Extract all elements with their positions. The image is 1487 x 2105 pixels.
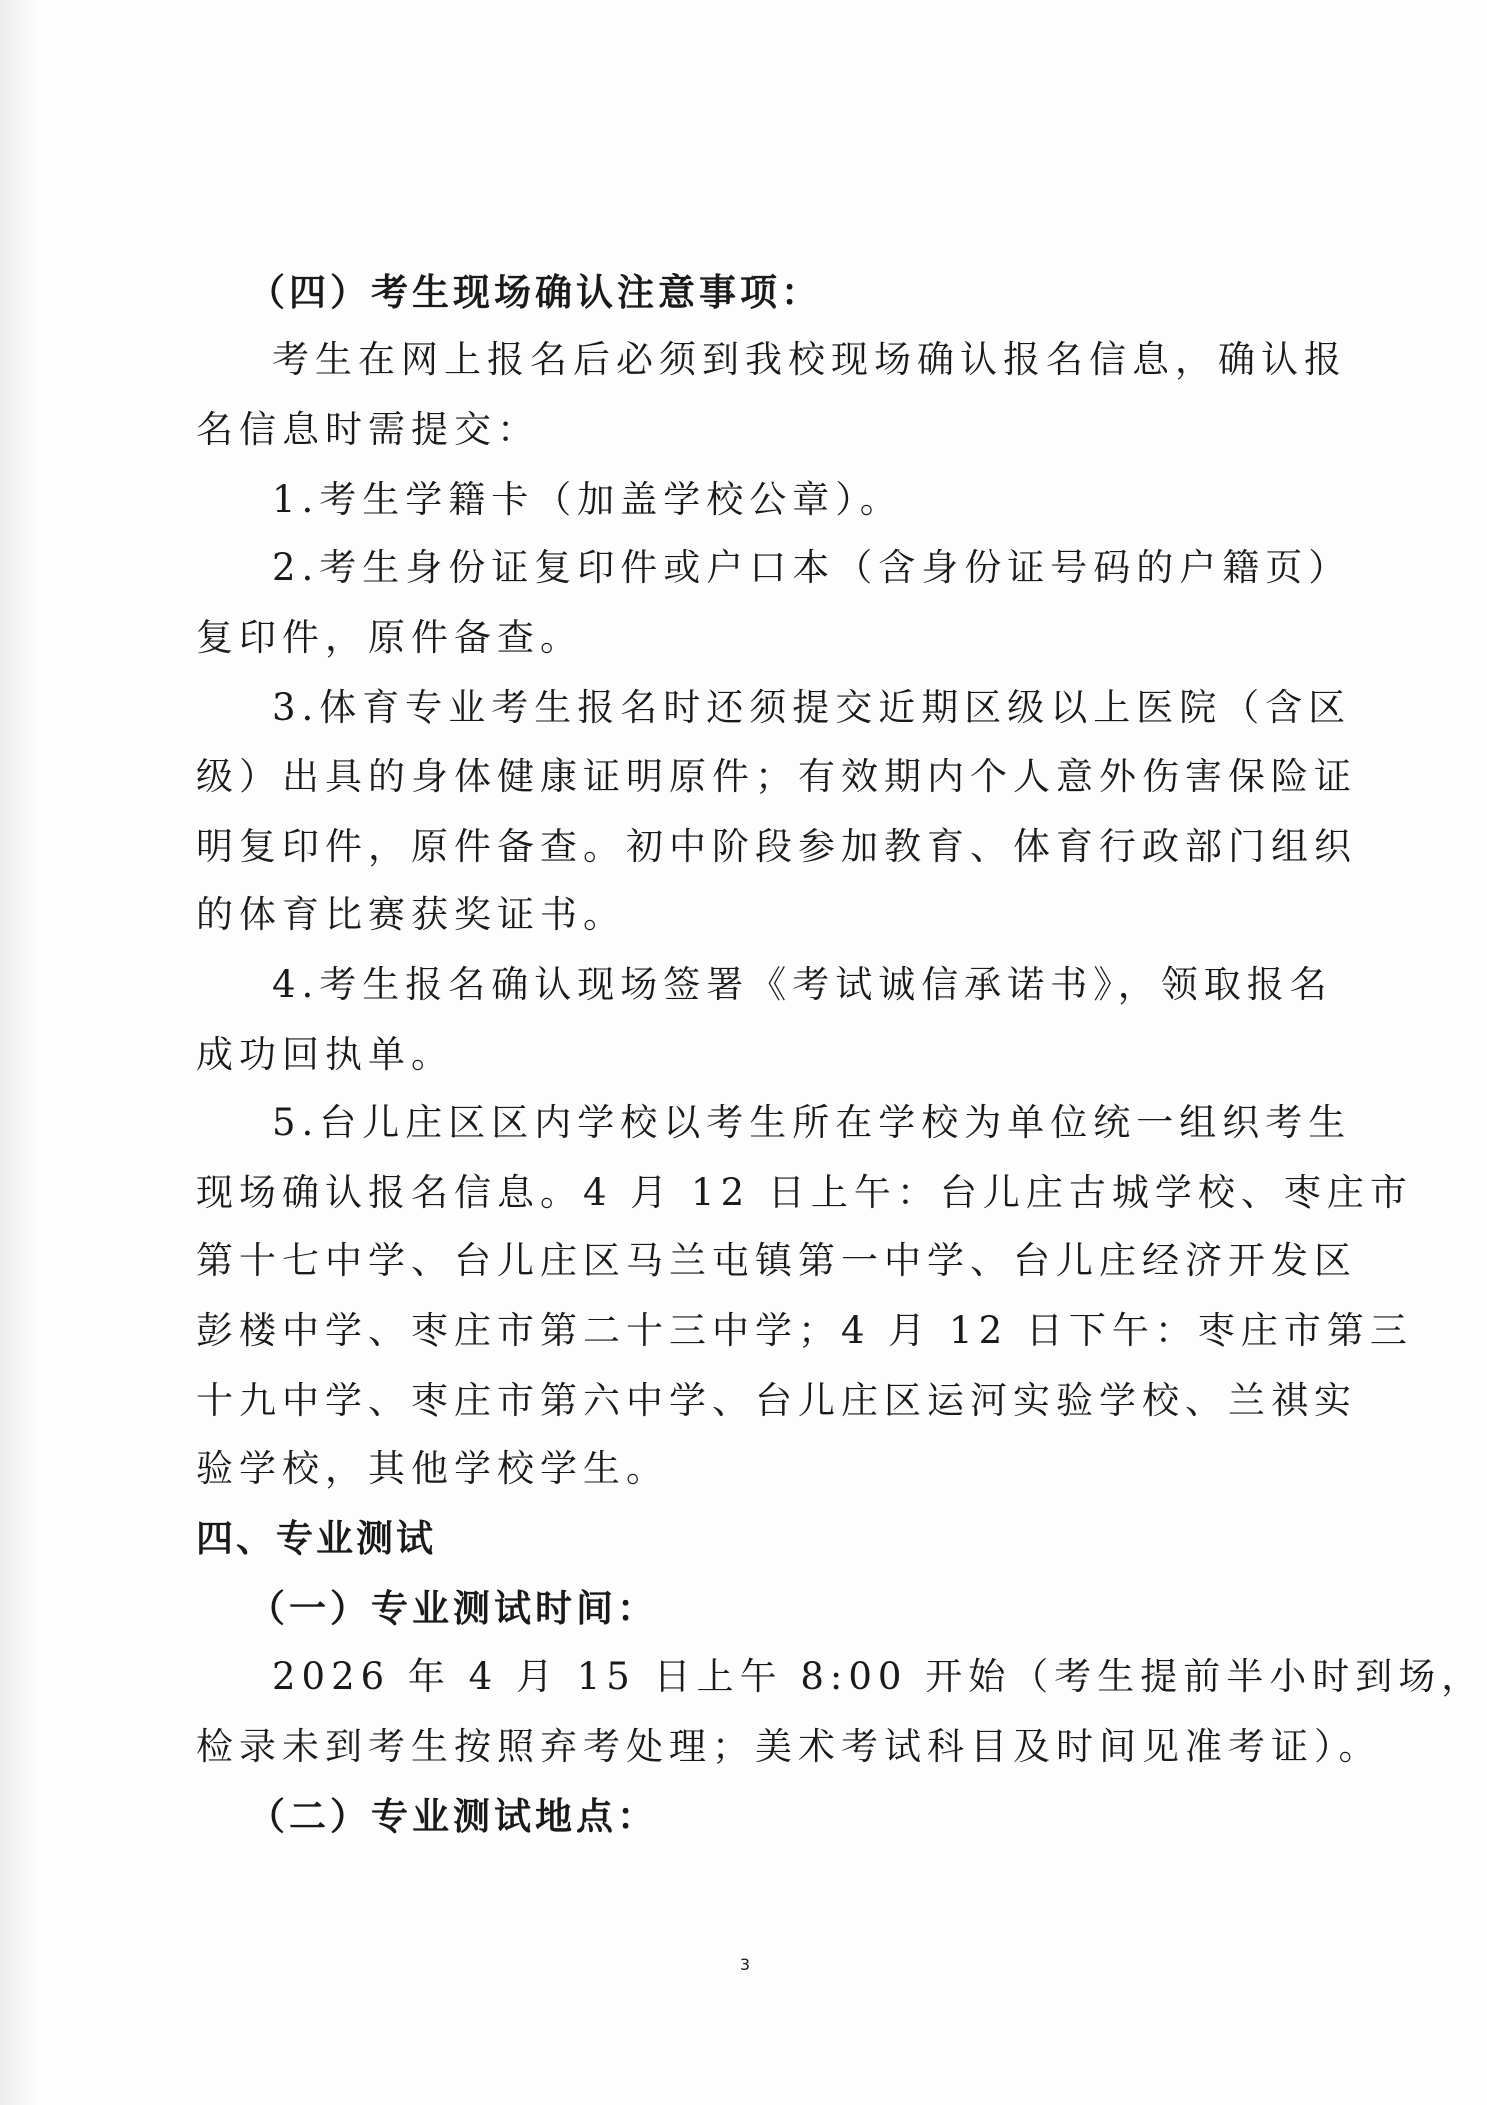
- item-1: 1.考生学籍卡（加盖学校公章）。: [272, 478, 903, 521]
- item-5-line-6: 验学校，其他学校学生。: [196, 1447, 669, 1490]
- item-5-line-4: 彭楼中学、枣庄市第二十三中学；4 月 12 日下午：枣庄市第三: [196, 1309, 1413, 1352]
- intro-line-2: 名信息时需提交：: [196, 408, 540, 451]
- item-4-line-2: 成功回执单。: [196, 1033, 454, 1076]
- item-5-line-3: 第十七中学、台儿庄区马兰屯镇第一中学、台儿庄经济开发区: [196, 1239, 1357, 1282]
- intro-line-1: 考生在网上报名后必须到我校现场确认报名信息，确认报: [272, 338, 1347, 381]
- chapter-4-title: 四、专业测试: [196, 1517, 436, 1560]
- item-3-line-3: 明复印件，原件备查。初中阶段参加教育、体育行政部门组织: [196, 825, 1357, 868]
- scan-edge-shadow: [0, 0, 40, 2105]
- section-4-title: （四）考生现场确认注意事项：: [248, 271, 822, 314]
- item-2-line-2: 复印件，原件备查。: [196, 616, 583, 659]
- item-4-line-1: 4.考生报名确认现场签署《考试诚信承诺书》，领取报名: [272, 963, 1333, 1006]
- item-3-line-2: 级）出具的身体健康证明原件；有效期内个人意外伤害保险证: [196, 755, 1357, 798]
- item-3-line-1: 3.体育专业考生报名时还须提交近期区级以上医院（含区: [272, 686, 1352, 729]
- test-time-line-1: 2026 年 4 月 15 日上午 8:00 开始（考生提前半小时到场，: [272, 1655, 1485, 1698]
- page-number: 3: [739, 1955, 751, 1974]
- sub-1-title: （一）专业测试时间：: [248, 1587, 658, 1630]
- item-5-line-1: 5.台儿庄区区内学校以考生所在学校为单位统一组织考生: [272, 1101, 1352, 1144]
- item-3-line-4: 的体育比赛获奖证书。: [196, 893, 626, 936]
- test-time-line-2: 检录未到考生按照弃考处理；美术考试科目及时间见准考证）。: [196, 1725, 1382, 1768]
- item-2-line-1: 2.考生身份证复印件或户口本（含身份证号码的户籍页）: [272, 546, 1352, 589]
- item-5-line-5: 十九中学、枣庄市第六中学、台儿庄区运河实验学校、兰祺实: [196, 1379, 1357, 1422]
- item-5-line-2: 现场确认报名信息。4 月 12 日上午：台儿庄古城学校、枣庄市: [196, 1171, 1413, 1214]
- sub-2-title: （二）专业测试地点：: [248, 1795, 658, 1838]
